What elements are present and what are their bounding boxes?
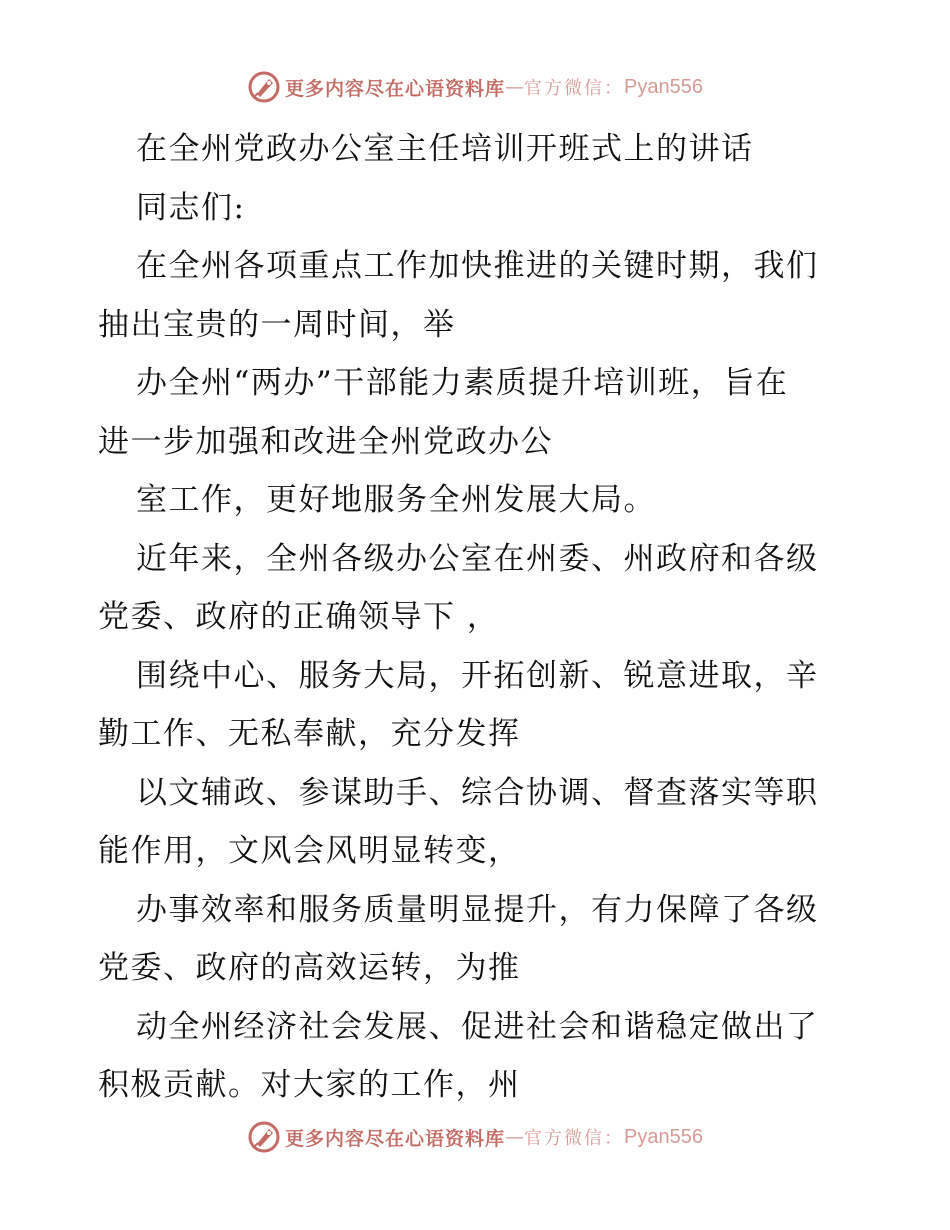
text-line: 勤工作、无私奉献，充分发挥: [98, 716, 521, 752]
text-line: 在全州各项重点工作加快推进的关键时期，我们: [136, 248, 819, 284]
document-title: 在全州党政办公室主任培训开班式上的讲话: [136, 131, 754, 167]
banner-title: 更多内容尽在心语资料库: [285, 77, 506, 100]
banner-title: 更多内容尽在心语资料库: [285, 1127, 506, 1150]
pen-nib-logo-icon: [247, 1120, 281, 1154]
text-line: 党委、政府的正确领导下 ，: [98, 599, 500, 635]
banner-wechat-label: 官方微信：: [524, 1128, 625, 1149]
salutation: 同志们:: [136, 189, 246, 226]
text-line: 能作用，文风会风明显转变，: [98, 833, 521, 869]
text-line: 进一步加强和改进全州党政办公: [98, 423, 553, 460]
document-body: [98, 120, 858, 1115]
text-line: 以文辅政、参谋助手、综合协调、督查落实等职: [136, 774, 819, 811]
text-line: 办事效率和服务质量明显提升，有力保障了各级: [136, 891, 819, 928]
banner-wechat-id: Pyan556: [624, 1125, 703, 1148]
header-banner: [0, 70, 950, 110]
banner-dash: —: [505, 76, 525, 98]
banner-dash: —: [505, 1126, 525, 1148]
text-line: 室工作，更好地服务全州发展大局。: [136, 482, 656, 518]
banner-wechat-label: 官方微信：: [524, 78, 625, 99]
text-line: 抽出宝贵的一周时间，举: [98, 306, 456, 343]
text-line: 围绕中心、服务大局，开拓创新、锐意进取，辛: [136, 657, 819, 694]
banner-wechat-id: Pyan556: [624, 75, 703, 98]
text-line: 积极贡献。对大家的工作，州: [98, 1067, 521, 1103]
text-line: 办全州“两办”干部能力素质提升培训班，旨在: [136, 365, 789, 401]
text-line: 动全州经济社会发展、促进社会和谐稳定做出了: [136, 1008, 819, 1045]
text-line: 近年来，全州各级办公室在州委、州政府和各级: [136, 540, 819, 577]
text-line: 党委、政府的高效运转，为推: [98, 950, 521, 986]
pen-nib-logo-icon: [247, 70, 281, 104]
footer-banner: [0, 1120, 950, 1160]
